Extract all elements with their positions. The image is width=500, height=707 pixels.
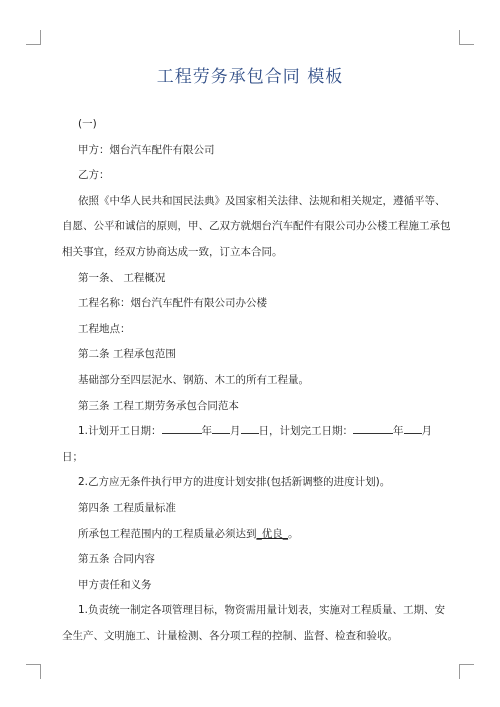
start-date-label: 1.计划开工日期：: [78, 425, 162, 438]
duty-1-line-1: 1.负责统一制定各项管理目标，物资需用量计划表，实施对工程质量、工期、安: [78, 604, 446, 617]
start-month-blank: [212, 422, 230, 434]
party-b: 乙方：: [78, 169, 110, 182]
article-5-heading: 第五条 合同内容: [78, 553, 155, 566]
preamble-line-3: 相关事宜，经双方协商达成一致，订立本合同。: [62, 245, 283, 258]
end-year-blank: [353, 422, 393, 434]
start-day-blank: [241, 422, 259, 434]
preamble-line-1: 依照《中华人民共和国民法典》及国家相关法律、法规和相关规定，遵循平等、: [78, 194, 446, 207]
article-3-heading: 第三条 工程工期劳务承包合同范本: [78, 399, 239, 412]
document-body: [62, 112, 451, 649]
end-date-label: 日，计划完工日期：: [258, 425, 354, 438]
section-number: (一): [78, 118, 97, 130]
year-label: 年: [201, 425, 213, 438]
scope-text: 基础部分至四层泥水、钢筋、木工的所有工程量。: [78, 373, 309, 386]
duty-1-line-2: 全生产、文明施工、计量检测、各分项工程的控制、监督、检查和验收。: [62, 629, 398, 642]
page-corner-mark-top-left: [26, 30, 41, 45]
page-corner-mark-bottom-right: [459, 664, 474, 679]
preamble-line-2: 自愿、公平和诚信的原则，甲、乙双方就烟台汽车配件有限公司办公楼工程施工承包: [62, 220, 451, 233]
schedule-paragraph: [62, 419, 447, 470]
quality-grade: _优良_: [256, 527, 288, 540]
month-label: 月: [230, 425, 241, 438]
schedule-line-2: 日；: [62, 450, 83, 463]
quality-standard: [62, 522, 447, 548]
year-label-2: 年: [393, 425, 404, 438]
project-location: 工程地点：: [78, 322, 131, 335]
month-label-2: 月: [421, 425, 433, 438]
quality-period: 。: [288, 527, 299, 540]
party-a: 甲方：烟台汽车配件有限公司: [78, 143, 215, 156]
schedule-line-1: [62, 419, 447, 445]
document-title: 工程劳务承包合同 模板: [156, 67, 344, 87]
duty-1-paragraph: [62, 598, 447, 649]
start-year-blank: [162, 422, 202, 434]
page-corner-mark-bottom-left: [26, 664, 41, 679]
article-1-heading: 第一条、 工程概况: [78, 271, 166, 284]
schedule-compliance: 2.乙方应无条件执行甲方的进度计划安排(包括新调整的进度计划)。: [78, 476, 391, 489]
quality-text: 所承包工程范围内的工程质量必须达到: [78, 527, 257, 540]
article-2-heading: 第二条 工程承包范围: [78, 348, 176, 361]
article-4-heading: 第四条 工程质量标准: [78, 501, 176, 514]
end-month-blank: [404, 422, 422, 434]
page-corner-mark-top-right: [459, 30, 474, 45]
party-a-duties-heading: 甲方责任和义务: [78, 578, 152, 591]
preamble-paragraph: [62, 189, 451, 266]
project-name: 工程名称：烟台汽车配件有限公司办公楼: [78, 297, 267, 310]
